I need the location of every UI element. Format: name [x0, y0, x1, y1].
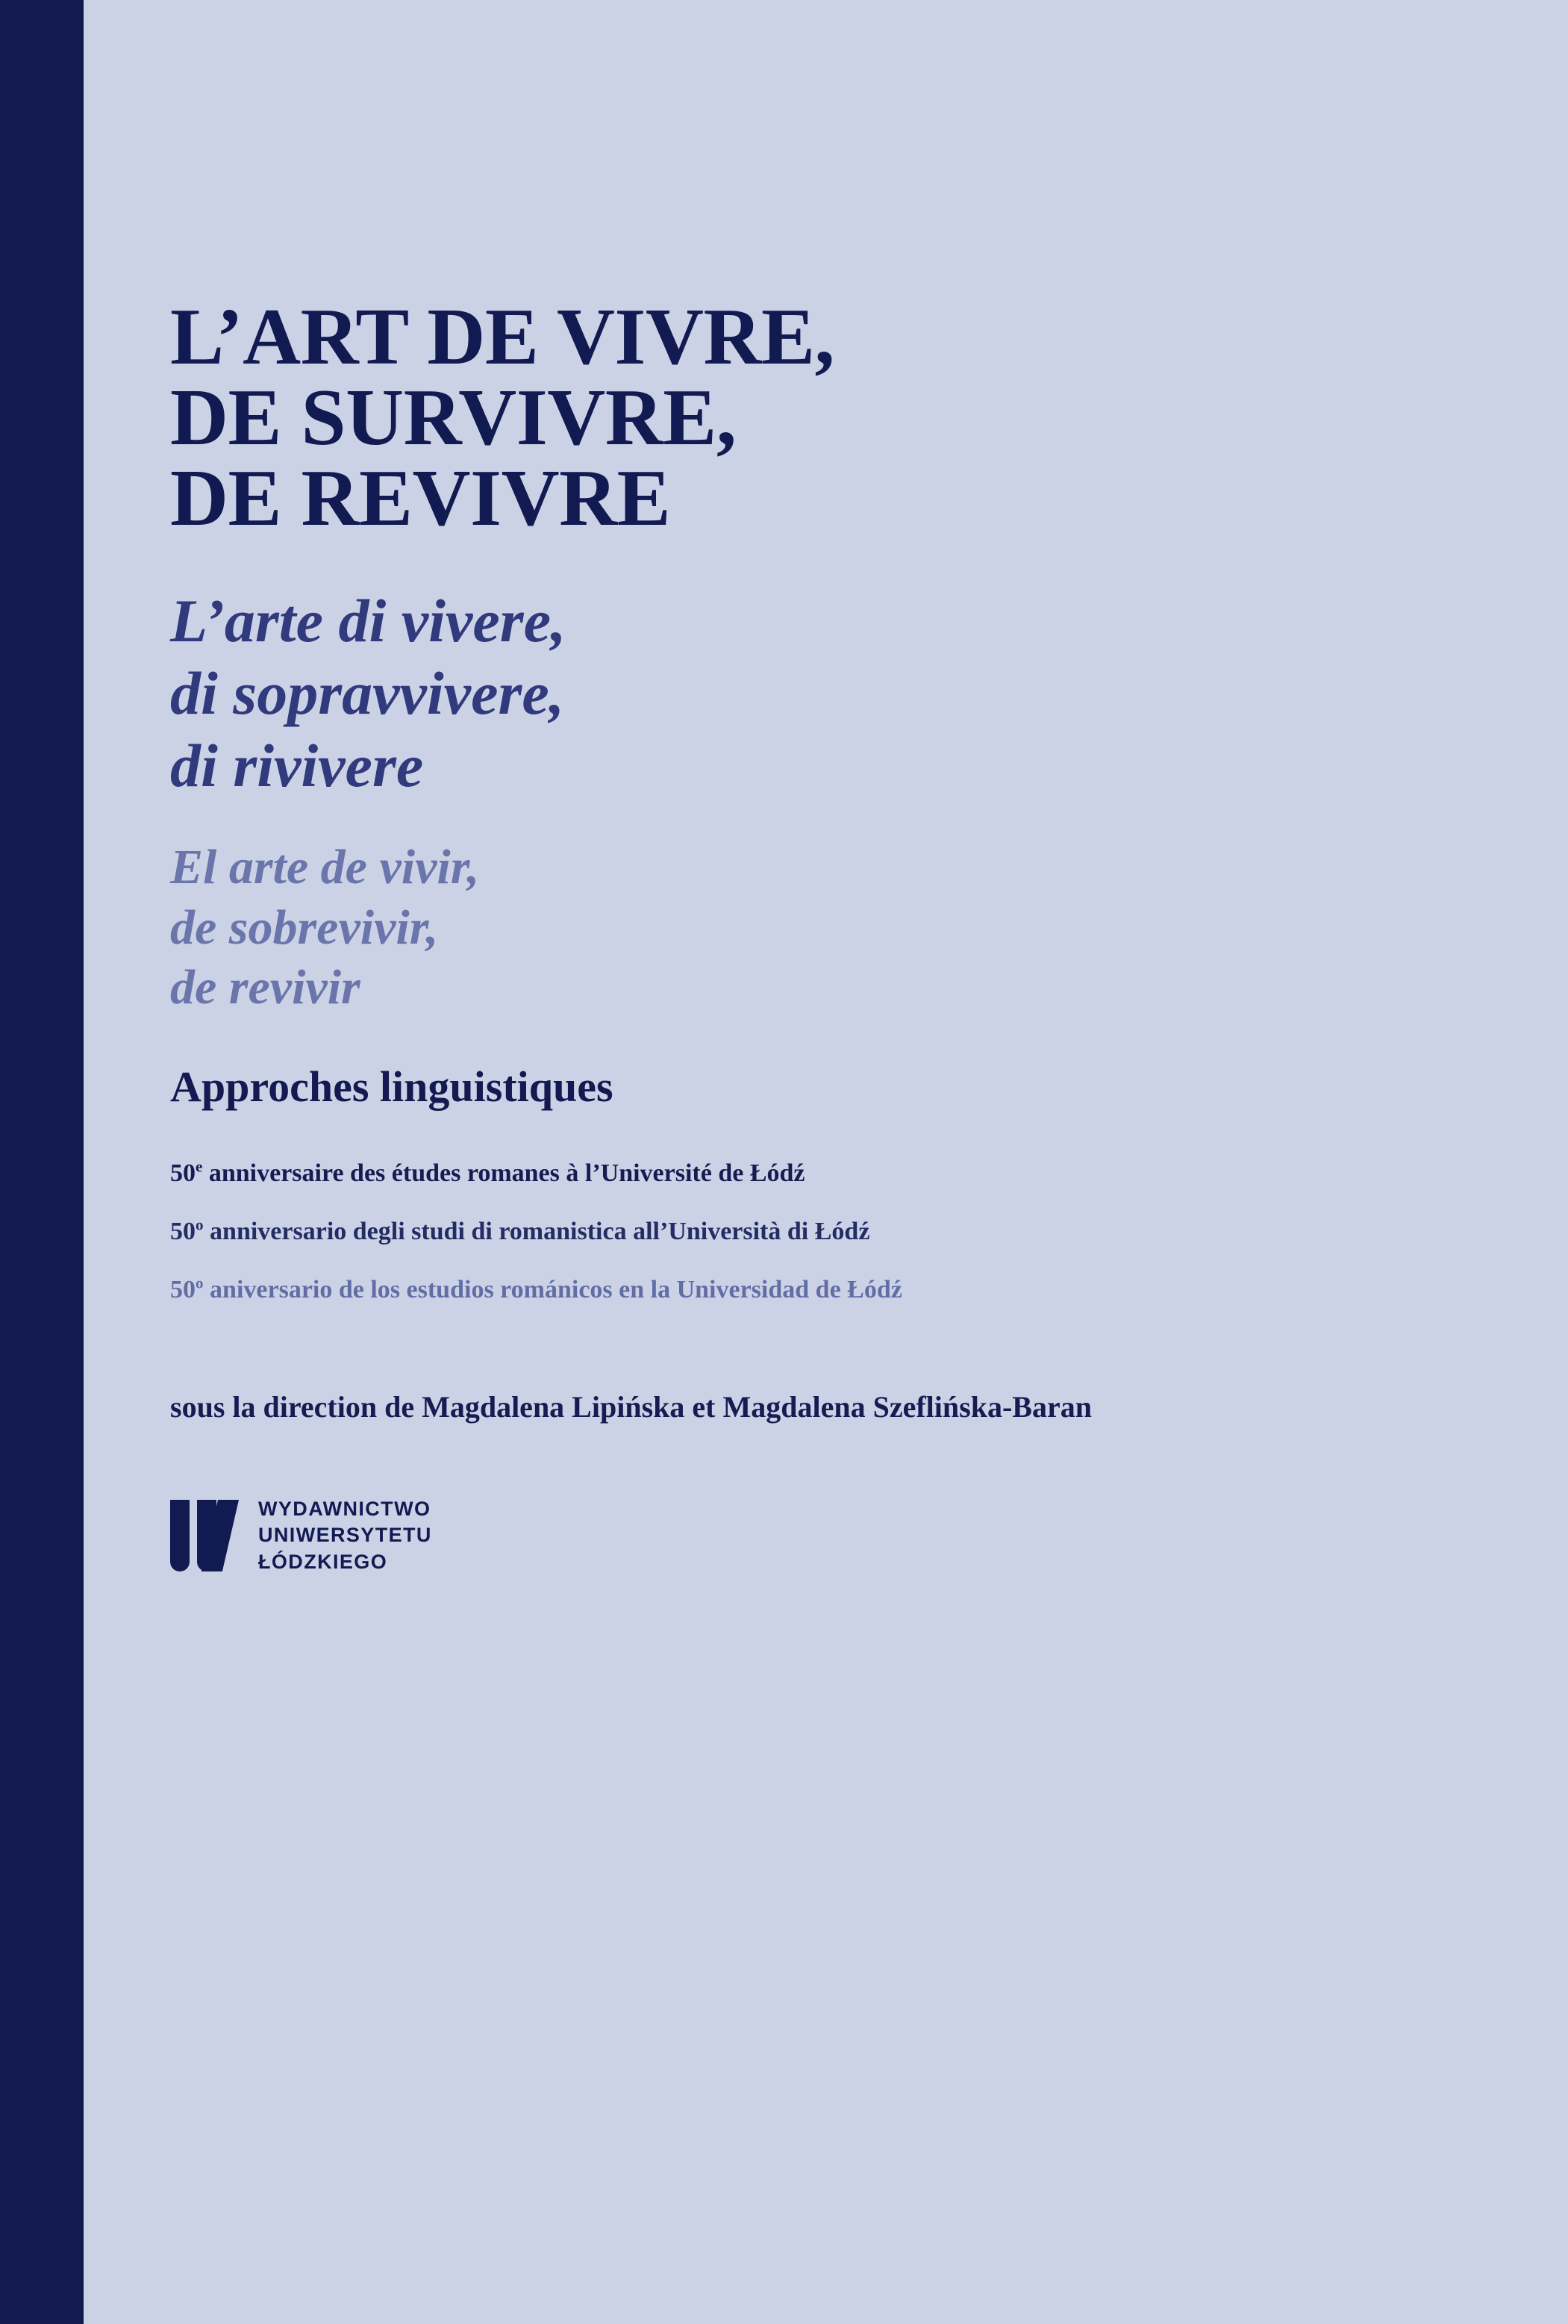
title-spanish	[170, 838, 1439, 1018]
title-french	[170, 293, 1439, 543]
anniversary-spanish-text: aniversario de los estudios románicos en la Universidad de Łódź	[203, 1275, 902, 1303]
logo-bar-1	[170, 1500, 190, 1571]
anniversary-spanish-ordinal: o	[196, 1274, 204, 1292]
publisher-name	[258, 1496, 432, 1576]
anniversary-italian-text: anniversario degli studi di romanistica all’Università di Łódź	[203, 1217, 870, 1245]
subtitle-approach: Approches linguistiques	[170, 1062, 613, 1111]
publisher-line-1: WYDAWNICTWO	[258, 1497, 431, 1520]
anniversary-line-french	[170, 1157, 1439, 1187]
anniversary-line-spanish	[170, 1274, 1439, 1303]
title-spanish-line-1: El arte de vivir,	[170, 840, 480, 895]
anniversary-french-text: anniversaire des études romanes à l’Université de Łódź	[202, 1159, 805, 1187]
title-italian	[170, 585, 1439, 802]
anniversary-italian-number: 50	[170, 1217, 196, 1245]
anniversary-french-number: 50	[170, 1159, 196, 1187]
publisher-logo-icon	[170, 1500, 239, 1571]
anniversary-line-italian	[170, 1215, 1439, 1245]
anniversary-french-ordinal: e	[196, 1157, 203, 1176]
title-italian-line-1: L’arte di vivere,	[170, 587, 566, 655]
title-spanish-line-3: de revivir	[170, 960, 360, 1015]
title-italian-line-3: di rivivere	[170, 731, 424, 800]
editors-line: sous la direction de Magdalena Lipińska et Magdalena Szeflińska-Baran	[170, 1389, 1092, 1424]
cover-content	[170, 0, 1439, 2324]
publisher-line-3: ŁÓDZKIEGO	[258, 1551, 388, 1574]
cover-spine-band	[0, 0, 84, 2324]
title-spanish-line-2: de sobrevivir,	[170, 900, 439, 955]
title-french-line-1: L’ART DE VIVRE,	[170, 293, 834, 381]
title-italian-line-2: di sopravvivere,	[170, 658, 565, 727]
publisher-block	[170, 1496, 1439, 1576]
anniversary-block	[170, 1157, 1439, 1303]
title-french-line-2: DE SURVIVRE,	[170, 373, 737, 462]
anniversary-italian-ordinal: o	[196, 1215, 204, 1234]
publisher-line-2: UNIWERSYTETU	[258, 1524, 432, 1547]
title-french-line-3: DE REVIVRE	[170, 454, 671, 543]
anniversary-spanish-number: 50	[170, 1275, 196, 1303]
